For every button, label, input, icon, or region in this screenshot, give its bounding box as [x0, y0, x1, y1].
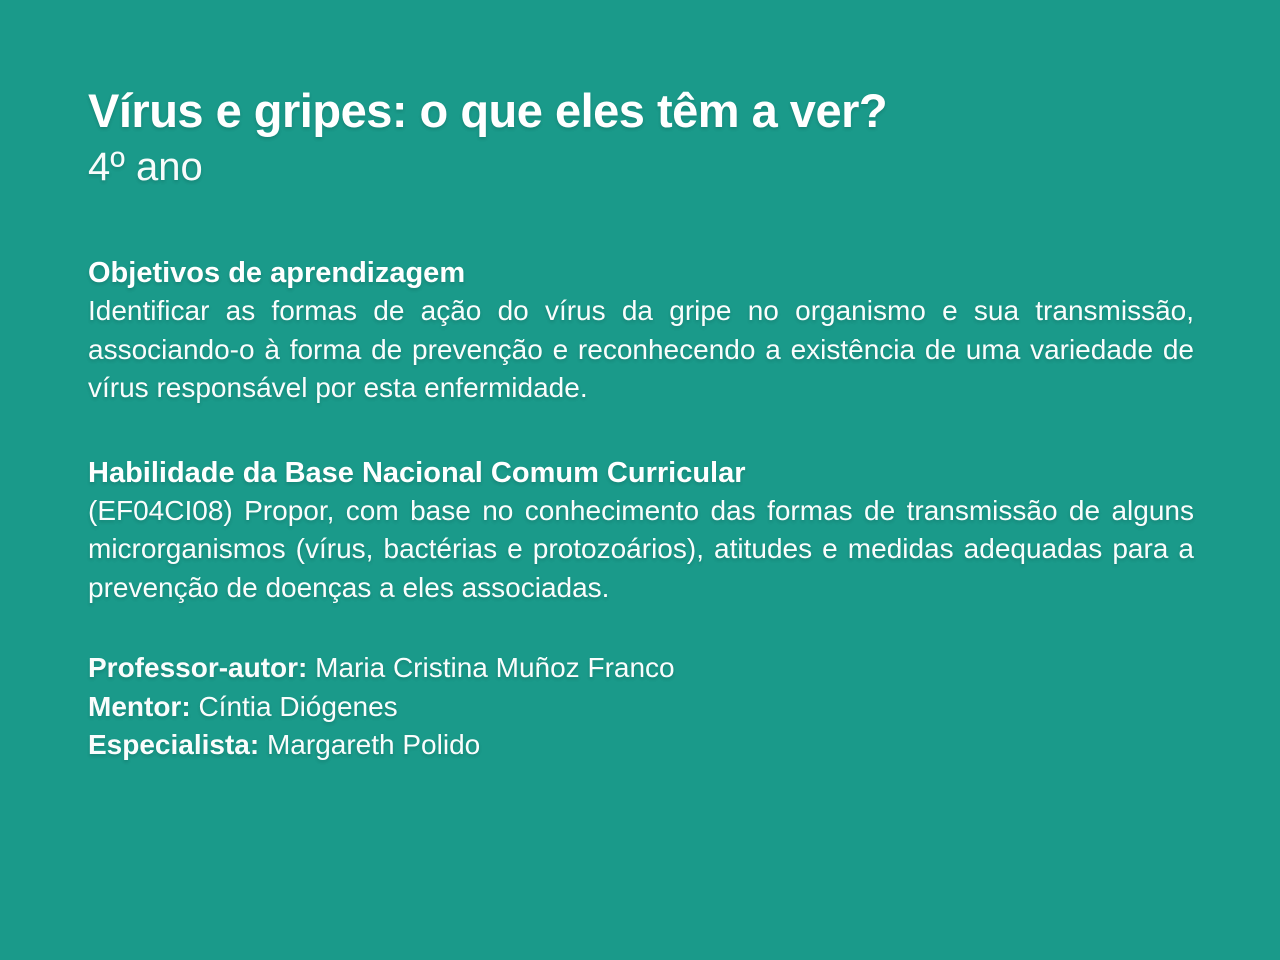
section-objectives [88, 254, 1194, 408]
section-bncc-skill [88, 454, 1194, 608]
credit-line-mentor [88, 688, 1194, 727]
specialist-label: Especialista: [88, 729, 260, 761]
bncc-skill-text: (EF04CI08) Propor, com base no conhecimento das formas de transmissão de alguns microrganismos (vírus, bactérias e protozoários), atitudes e medidas adequadas para a prevenção de doenças a eles associadas. [88, 494, 1194, 603]
professor-author-label: Professor-autor: [88, 652, 308, 684]
mentor-label: Mentor: [88, 690, 191, 722]
credits-block [88, 649, 1194, 765]
lesson-title: Vírus e gripes: o que eles têm a ver? [88, 84, 888, 137]
objectives-text: Identificar as formas de ação do vírus da gripe no organismo e sua transmissão, associando-o à forma de prevenção e reconhecendo a existência de uma variedade de vírus responsável por esta enfermidade. [88, 295, 1194, 404]
bncc-skill-heading: Habilidade da Base Nacional Comum Curricular [88, 456, 746, 489]
grade-level: 4º ano [88, 145, 203, 190]
objectives-heading: Objetivos de aprendizagem [88, 257, 466, 290]
mentor-name: Cíntia Diógenes [198, 690, 398, 722]
credit-line-specialist [88, 726, 1194, 765]
specialist-name: Margareth Polido [266, 729, 481, 761]
professor-author-name: Maria Cristina Muñoz Franco [315, 652, 675, 684]
credit-line-professor [88, 649, 1194, 688]
